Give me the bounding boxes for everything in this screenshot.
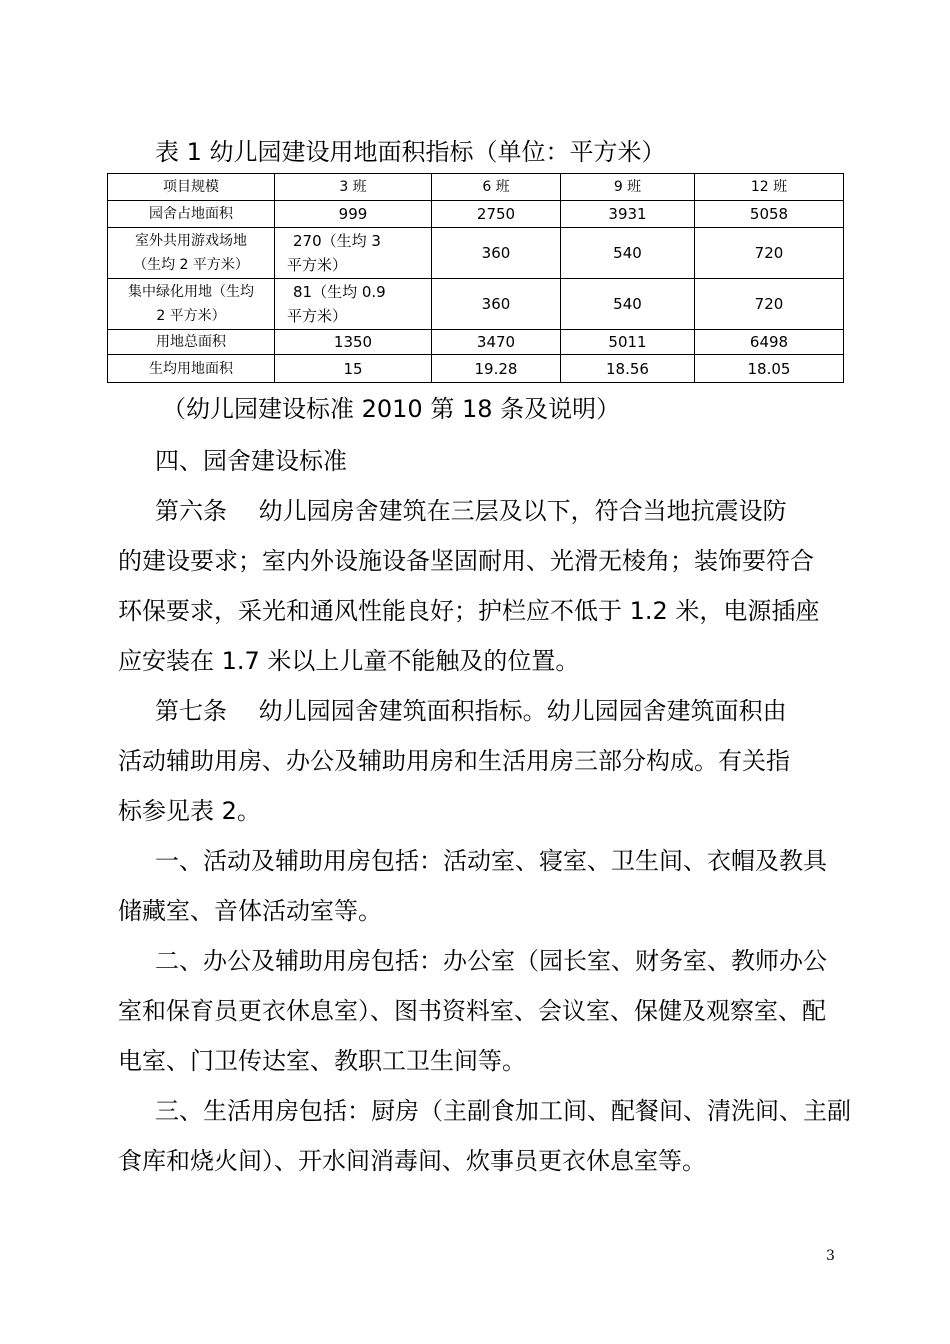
paragraph-line: 室和保育员更衣休息室）、图书资料室、会议室、保健及观察室、配 (118, 997, 826, 1025)
table-cell: 3931 (561, 201, 695, 228)
source-note: （幼儿园建设标准 2010 第 18 条及说明） (162, 395, 621, 423)
section-heading-block (118, 436, 838, 486)
row-label-line: 集中绿化用地（生均 (128, 284, 254, 300)
table-cell: 720 (695, 228, 844, 279)
row-label-line: 2 平方米） (156, 308, 226, 324)
table-row (108, 279, 844, 330)
paragraph-line: 第六条 幼儿园房舍建筑在三层及以下，符合当地抗震设防 (155, 497, 787, 525)
land-area-table (107, 173, 844, 383)
header-cell: 项目规模 (108, 174, 275, 201)
item-3 (118, 1086, 851, 1186)
header-cell: 9 班 (561, 174, 695, 201)
row-label: 生均用地面积 (108, 355, 275, 383)
table-cell: 2750 (432, 201, 561, 228)
table-cell: 360 (432, 279, 561, 330)
paragraph-line: 储藏室、音体活动室等。 (118, 897, 382, 925)
table-title: 表 1 幼儿园建设用地面积指标（单位：平方米） (155, 138, 666, 166)
page-number: 3 (826, 1248, 835, 1264)
table-row (108, 355, 844, 383)
paragraph-line: 食库和烧火间）、开水间消毒间、炊事员更衣休息室等。 (118, 1147, 706, 1175)
table-cell: 19.28 (432, 355, 561, 383)
table-cell: 5058 (695, 201, 844, 228)
table-cell: 6498 (695, 330, 844, 355)
table-cell: 5011 (561, 330, 695, 355)
row-label-line: （生均 2 平方米） (133, 257, 249, 273)
paragraph-line: 二、办公及辅助用房包括：办公室（园长室、财务室、教师办公 (155, 947, 827, 975)
row-label-line: 室外共用游戏场地 (135, 233, 247, 249)
paragraph-line: 应安装在 1.7 米以上儿童不能触及的位置。 (118, 647, 580, 675)
table-row (108, 228, 844, 279)
table-cell: 1350 (275, 330, 432, 355)
paragraph-line: 第七条 幼儿园园舍建筑面积指标。幼儿园园舍建筑面积由 (155, 697, 787, 725)
table-row (108, 330, 844, 355)
cell-line: 81（生均 0.9 (293, 283, 386, 301)
source-note-block (118, 384, 838, 434)
row-label: 园舍占地面积 (108, 201, 275, 228)
cell-line: 270（生均 3 (293, 232, 381, 250)
cell-line: 平方米） (287, 256, 348, 274)
table-cell: 18.56 (561, 355, 695, 383)
row-label (108, 228, 275, 279)
table-cell: 720 (695, 279, 844, 330)
article-6 (118, 486, 838, 686)
item-1 (118, 836, 838, 936)
header-cell: 3 班 (275, 174, 432, 201)
cell-line: 平方米） (287, 307, 348, 325)
article-7 (118, 686, 838, 836)
paragraph-line: 三、生活用房包括：厨房（主副食加工间、配餐间、清洗间、主副 (155, 1097, 851, 1125)
table-cell (275, 228, 432, 279)
header-cell: 12 班 (695, 174, 844, 201)
paragraph-line: 电室、门卫传达室、教职工卫生间等。 (118, 1047, 526, 1075)
paragraph-line: 的建设要求；室内外设施设备坚固耐用、光滑无棱角；装饰要符合 (118, 547, 814, 575)
section-heading: 四、园舍建设标准 (155, 447, 347, 475)
table-cell: 540 (561, 279, 695, 330)
table-cell: 18.05 (695, 355, 844, 383)
paragraph-line: 标参见表 2。 (118, 797, 261, 825)
paragraph-line: 环保要求，采光和通风性能良好；护栏应不低于 1.2 米，电源插座 (118, 597, 820, 625)
table-cell: 999 (275, 201, 432, 228)
paragraph-line: 活动辅助用房、办公及辅助用房和生活用房三部分构成。有关指 (118, 747, 790, 775)
table-cell: 360 (432, 228, 561, 279)
table-cell: 15 (275, 355, 432, 383)
row-label (108, 279, 275, 330)
table-cell: 540 (561, 228, 695, 279)
paragraph-line: 一、活动及辅助用房包括：活动室、寝室、卫生间、衣帽及教具 (155, 847, 827, 875)
header-cell: 6 班 (432, 174, 561, 201)
table-cell: 3470 (432, 330, 561, 355)
table-header-row (108, 174, 844, 201)
table-cell (275, 279, 432, 330)
table-row (108, 201, 844, 228)
item-2 (118, 936, 838, 1086)
row-label: 用地总面积 (108, 330, 275, 355)
